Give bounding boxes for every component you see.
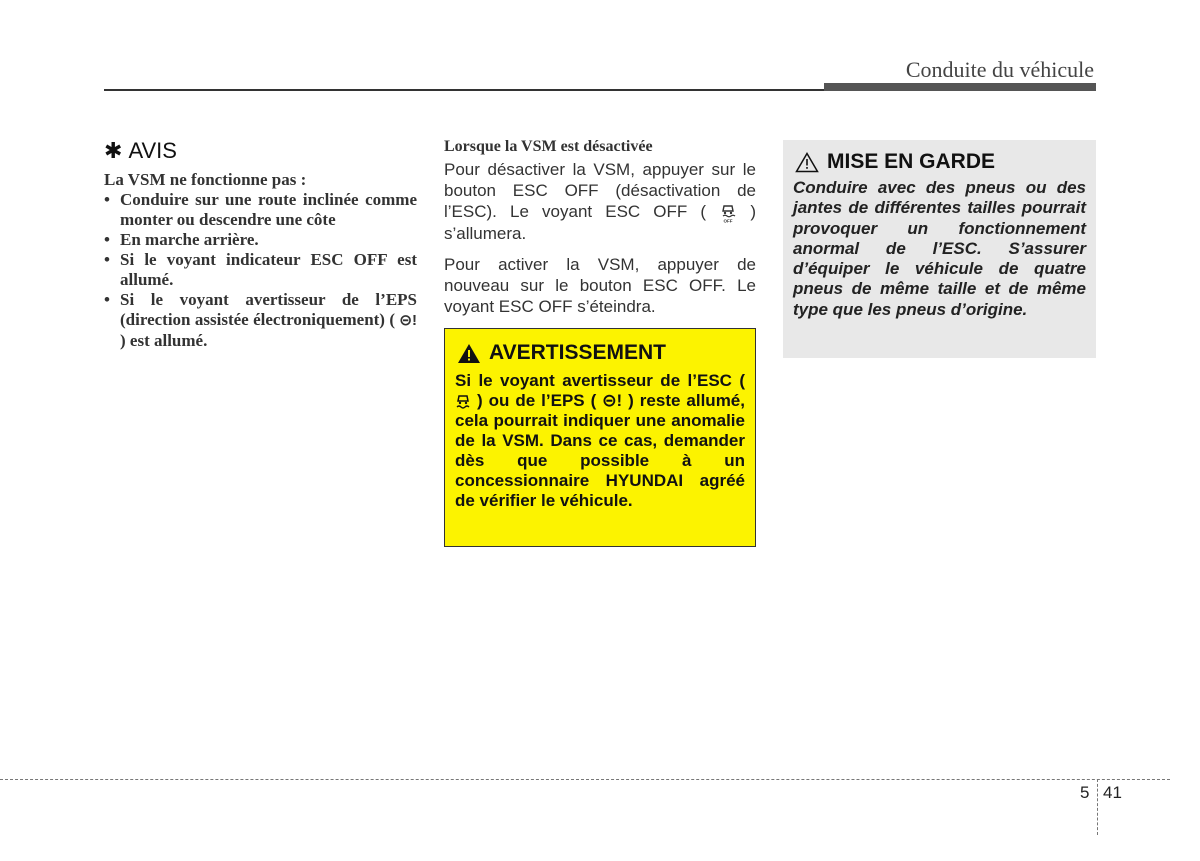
vsm-on-paragraph: Pour activer la VSM, appuyer de nouveau sur le bouton ESC OFF. Le voyant ESC OFF s’éteindra.	[444, 254, 756, 316]
avis-heading	[104, 138, 417, 164]
caution-text: Conduire avec des pneus ou des jantes de différentes tailles pourrait provoquer un fonctionnement anormal de l’ESC. S’assurer d’équiper le véhicule de quatre pneus de même taille et de même type que les pneus d’origine.	[793, 178, 1086, 319]
esc-off-icon	[719, 203, 737, 223]
footer-rule	[0, 779, 1170, 780]
avis-item: • Conduire sur une route inclinée comme monter ou descendre une côte	[104, 190, 417, 230]
esc-warning-icon	[455, 393, 471, 411]
warning-text-part: Si le voyant avertisseur de l’ESC (	[455, 371, 745, 390]
avis-section	[104, 138, 417, 351]
warning-heading-text: AVERTISSEMENT	[489, 341, 666, 364]
chapter-number: 5	[1080, 783, 1090, 802]
footer-divider	[1097, 779, 1098, 835]
warning-heading	[457, 341, 745, 365]
vsm-off-subheading: Lorsque la VSM est désactivée	[444, 138, 653, 155]
avis-item: • Si le voyant avertisseur de l’EPS (direction assistée électroniquement) ( ⊝! ) est allumé.	[104, 290, 417, 351]
caution-triangle-icon	[795, 152, 819, 173]
header-rule	[104, 89, 824, 91]
vsm-off-paragraph	[444, 159, 756, 244]
avis-heading-text: AVIS	[128, 138, 177, 163]
warning-text-part: ) ou de l’EPS (	[476, 391, 597, 410]
avis-item: • En marche arrière.	[104, 230, 417, 250]
caution-heading	[795, 150, 1086, 174]
page-header-title: Conduite du véhicule	[905, 57, 1094, 82]
caution-heading-text: MISE EN GARDE	[827, 150, 996, 173]
vsm-off-section	[444, 138, 756, 327]
avis-item: • Si le voyant indicateur ESC OFF est allumé.	[104, 250, 417, 290]
vsm-off-text-end: ) s’allumera.	[444, 202, 756, 243]
avis-item-suffix: ) est allumé.	[120, 331, 208, 350]
vsm-off-text: Pour désactiver la VSM, appuyer sur le bouton ESC OFF (désactivation de l’ESC). Le voyant ESC OFF (	[444, 160, 756, 221]
avis-intro: La VSM ne fonctionne pas :	[104, 170, 307, 189]
header-rule-accent	[824, 83, 1096, 91]
avis-list	[104, 190, 417, 351]
svg-text:OFF: OFF	[723, 218, 733, 223]
page-number: 41	[1103, 783, 1122, 802]
warning-box	[444, 328, 756, 547]
warning-text	[455, 371, 745, 511]
eps-warning-icon: ⊝!	[399, 312, 417, 329]
eps-warning-icon: ⊝!	[602, 391, 623, 410]
avis-item-text: Si le voyant avertisseur de l’EPS (direction assistée électroniquement)	[120, 290, 417, 329]
warning-triangle-icon	[457, 343, 481, 364]
caution-box	[783, 140, 1096, 358]
asterisk-icon: ✱	[104, 138, 123, 163]
warning-text-part: ) reste allumé, cela pourrait indiquer une anomalie de la VSM. Dans ce cas, demander dès que possible à un concessionnaire HYUNDAI agréé de vérifier le véhicule.	[455, 391, 745, 510]
